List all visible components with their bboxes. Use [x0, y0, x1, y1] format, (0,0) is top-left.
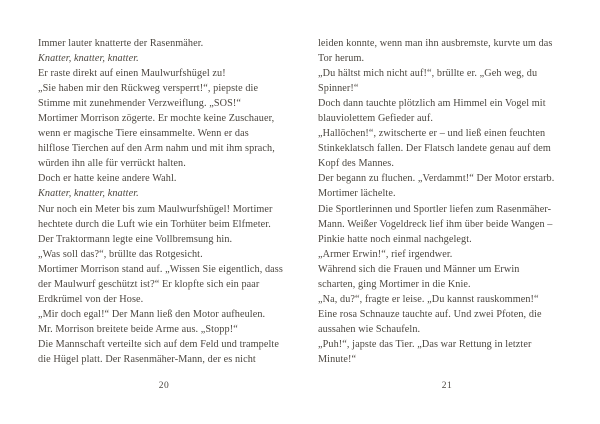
text-line: Stimme mit zunehmender Verzweiflung. „SOS!“ [38, 98, 242, 110]
text-line: „Armer Erwin!“, rief irgendwer. [318, 248, 453, 260]
page-number-right: 21 [441, 381, 453, 392]
text-line: „Du hältst mich nicht auf!“, brüllte er. „Geh weg, du [318, 68, 538, 80]
text-line: „Mir doch egal!“ Der Mann ließ den Motor aufheulen. [38, 308, 266, 320]
text-line: Doch er hatte keine andere Wahl. [38, 173, 177, 185]
text-line: Eine rosa Schnauze tauchte auf. Und zwei Pfoten, die [318, 308, 542, 320]
text-line: blauviolettem Gefieder auf. [318, 113, 433, 125]
text-line: „Sie haben mir den Rückweg versperrt!“, piepste die [38, 83, 259, 95]
text-line: die Hügel platt. Der Rasenmäher-Mann, der es nicht [38, 353, 256, 365]
page-right-text-block [318, 36, 576, 367]
text-line: Minute!“ [318, 353, 357, 365]
text-line: der Maulwurf geschützt ist?“ Er klopfte sich ein paar [38, 278, 260, 290]
text-line: Stinkeklatsch fallen. Der Flatsch landete genau auf dem [318, 143, 551, 155]
text-line: Mr. Morrison breitete beide Arme aus. „Stopp!“ [38, 323, 238, 335]
text-line: wenn er magische Tiere einsammelte. Wenn er das [38, 128, 249, 140]
text-line: „Puh!“, japste das Tier. „Das war Rettung in letzter [318, 338, 532, 350]
text-line: Knatter, knatter, knatter. [38, 53, 139, 65]
text-line: „Na, du?“, fragte er leise. „Du kannst rauskommen!“ [318, 293, 539, 305]
text-line: Der Traktormann legte eine Vollbremsung hin. [38, 233, 233, 245]
text-line: Tor herum. [318, 53, 365, 65]
text-line: Nur noch ein Meter bis zum Maulwurfshügel! Mortimer [38, 203, 273, 215]
page-number-left: 20 [158, 381, 170, 392]
text-line: aussahen wie Schaufeln. [318, 323, 421, 335]
text-line: Immer lauter knatterte der Rasenmäher. [38, 38, 204, 49]
text-line: Pinkie hatte noch einmal nachgelegt. [318, 233, 472, 245]
page-right [318, 36, 576, 391]
text-line: Erdkrümel von der Hose. [38, 293, 144, 305]
text-line: Knatter, knatter, knatter. [38, 188, 139, 200]
text-line: Die Mannschaft verteilte sich auf dem Feld und trampelte [38, 338, 279, 350]
text-line: Doch dann tauchte plötzlich am Himmel ein Vogel mit [318, 98, 546, 110]
page-left [38, 36, 290, 391]
text-line: würden ihn alle für verrückt halten. [38, 158, 186, 170]
text-line: Während sich die Frauen und Männer um Erwin [318, 263, 520, 275]
text-line: scharten, ging Mortimer in die Knie. [318, 278, 471, 290]
text-line: hechtete durch die Luft wie ein Torhüter beim Elfmeter. [38, 218, 271, 230]
text-line: Mortimer Morrison stand auf. „Wissen Sie eigentlich, dass [38, 263, 283, 275]
text-line: Mann. Weißer Vogeldreck lief ihm über beide Wangen – [318, 218, 553, 230]
text-line: „Was soll das?“, brüllte das Rotgesicht. [38, 248, 203, 260]
text-line: Mortimer lächelte. [318, 188, 396, 200]
text-line: Der begann zu fluchen. „Verdammt!“ Der Motor erstarb. [318, 173, 555, 185]
text-line: hilflose Tierchen auf den Arm nahm und mit ihm sprach, [38, 143, 275, 155]
text-line: „Hallöchen!“, zwitscherte er – und ließ einen feuchten [318, 128, 546, 140]
page-left-text-block [38, 36, 290, 367]
text-line: Kopf des Mannes. [318, 158, 395, 170]
text-line: leiden konnte, wenn man ihn ausbremste, kurvte um das [318, 38, 553, 49]
text-line: Die Sportlerinnen und Sportler liefen zum Rasenmäher- [318, 203, 552, 215]
text-line: Spinner!“ [318, 83, 359, 95]
text-line: Mortimer Morrison zögerte. Er mochte keine Zuschauer, [38, 113, 275, 125]
text-line: Er raste direkt auf einen Maulwurfshügel zu! [38, 68, 226, 80]
